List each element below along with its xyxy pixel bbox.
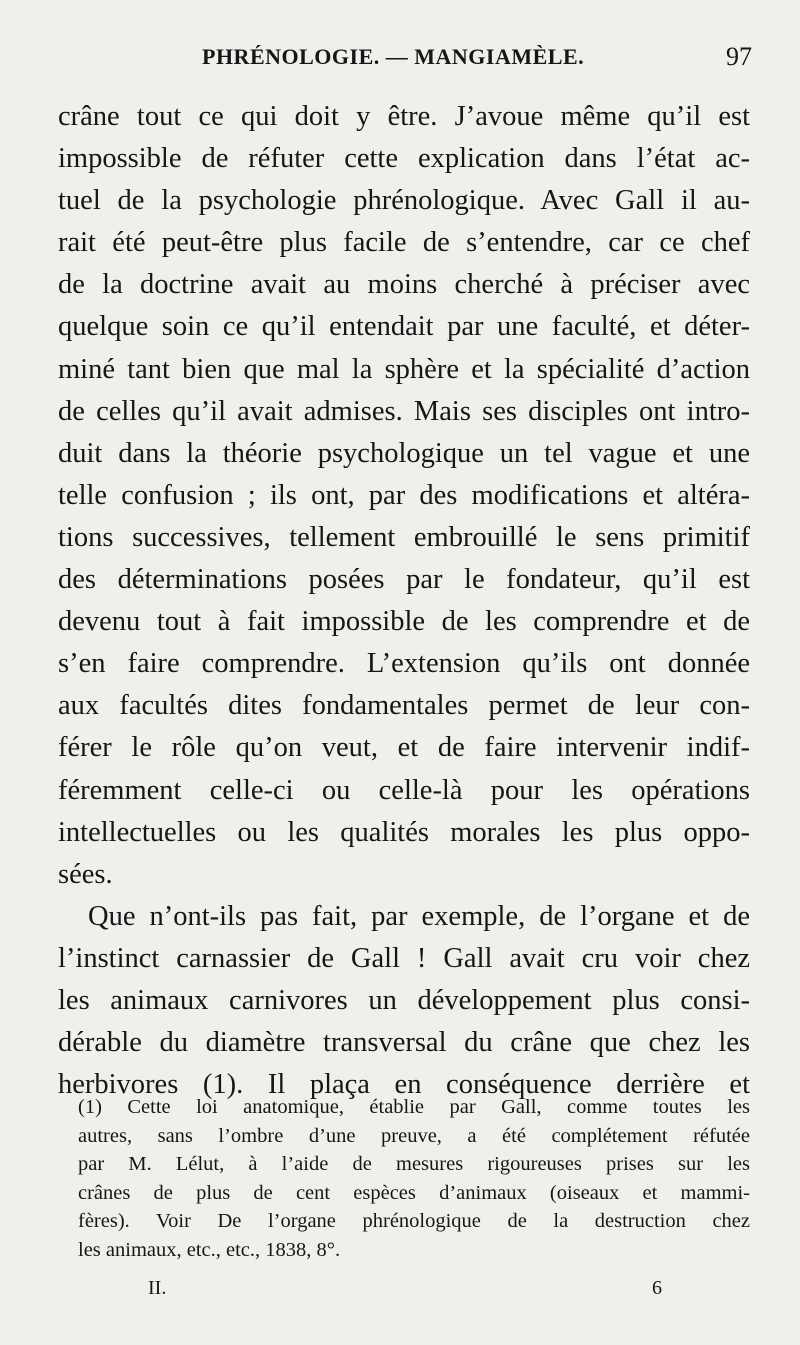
- page-header: [0, 44, 800, 78]
- body-text: [58, 96, 750, 1106]
- footnote-line: fères). Voir De l’organe phrénologique de la destruction chez: [78, 1210, 750, 1233]
- body-line: rait été peut-être plus facile de s’entendre, car ce chef: [58, 227, 750, 259]
- sheet-number: 6: [652, 1277, 662, 1299]
- body-line: duit dans la théorie psychologique un tel vague et une: [58, 437, 750, 469]
- body-line: tuel de la psychologie phrénologique. Avec Gall il au-: [58, 185, 750, 217]
- signature-mark: II.: [148, 1277, 167, 1299]
- body-line: s’en faire comprendre. L’extension qu’ils ont donnée: [58, 648, 750, 680]
- body-line: impossible de réfuter cette explication dans l’état ac-: [58, 143, 750, 175]
- body-line: crâne tout ce qui doit y être. J’avoue même qu’il est: [58, 101, 750, 132]
- page-number: 97: [726, 42, 752, 71]
- body-line: herbivores (1). Il plaça en conséquence derrière et: [58, 1069, 750, 1101]
- body-line: sées.: [58, 858, 113, 890]
- footnote-line: les animaux, etc., etc., 1838, 8°.: [78, 1238, 341, 1261]
- body-line: devenu tout à fait impossible de les comprendre et de: [58, 606, 750, 638]
- body-line: des déterminations posées par le fondateur, qu’il est: [58, 564, 750, 596]
- body-line: tions successives, tellement embrouillé le sens primitif: [58, 521, 750, 553]
- body-line: aux facultés dites fondamentales permet de leur con-: [58, 690, 750, 722]
- body-line: de celles qu’il avait admises. Mais ses disciples ont intro-: [58, 395, 750, 427]
- body-line: les animaux carnivores un développement plus consi-: [58, 984, 750, 1016]
- running-head: PHRÉNOLOGIE. — MANGIAMÈLE.: [202, 44, 585, 69]
- footnote: [78, 1093, 750, 1265]
- body-line: féremment celle-ci ou celle-là pour les opérations: [58, 774, 750, 806]
- body-line: dérable du diamètre transversal du crâne que chez les: [58, 1027, 750, 1059]
- footnote-line: autres, sans l’ombre d’une preuve, a été complétement réfutée: [78, 1124, 750, 1147]
- body-line: miné tant bien que mal la sphère et la spécialité d’action: [58, 353, 750, 385]
- body-line: telle confusion ; ils ont, par des modifications et altéra-: [58, 479, 750, 511]
- body-line: de la doctrine avait au moins cherché à préciser avec: [58, 269, 750, 301]
- body-line: intellectuelles ou les qualités morales les plus oppo-: [58, 816, 750, 848]
- page-footer: [0, 1277, 800, 1307]
- body-line: quelque soin ce qu’il entendait par une faculté, et déter-: [58, 311, 750, 343]
- body-line: Que n’ont-ils pas fait, par exemple, de l’organe et de: [88, 900, 750, 932]
- footnote-line: (1) Cette loi anatomique, établie par Gall, comme toutes les: [78, 1096, 750, 1118]
- body-line: férer le rôle qu’on veut, et de faire intervenir indif-: [58, 732, 750, 764]
- body-line: l’instinct carnassier de Gall ! Gall avait cru voir chez: [58, 942, 750, 974]
- footnote-line: par M. Lélut, à l’aide de mesures rigoureuses prises sur les: [78, 1153, 750, 1176]
- footnote-line: crânes de plus de cent espèces d’animaux (oiseaux et mammi-: [78, 1181, 750, 1204]
